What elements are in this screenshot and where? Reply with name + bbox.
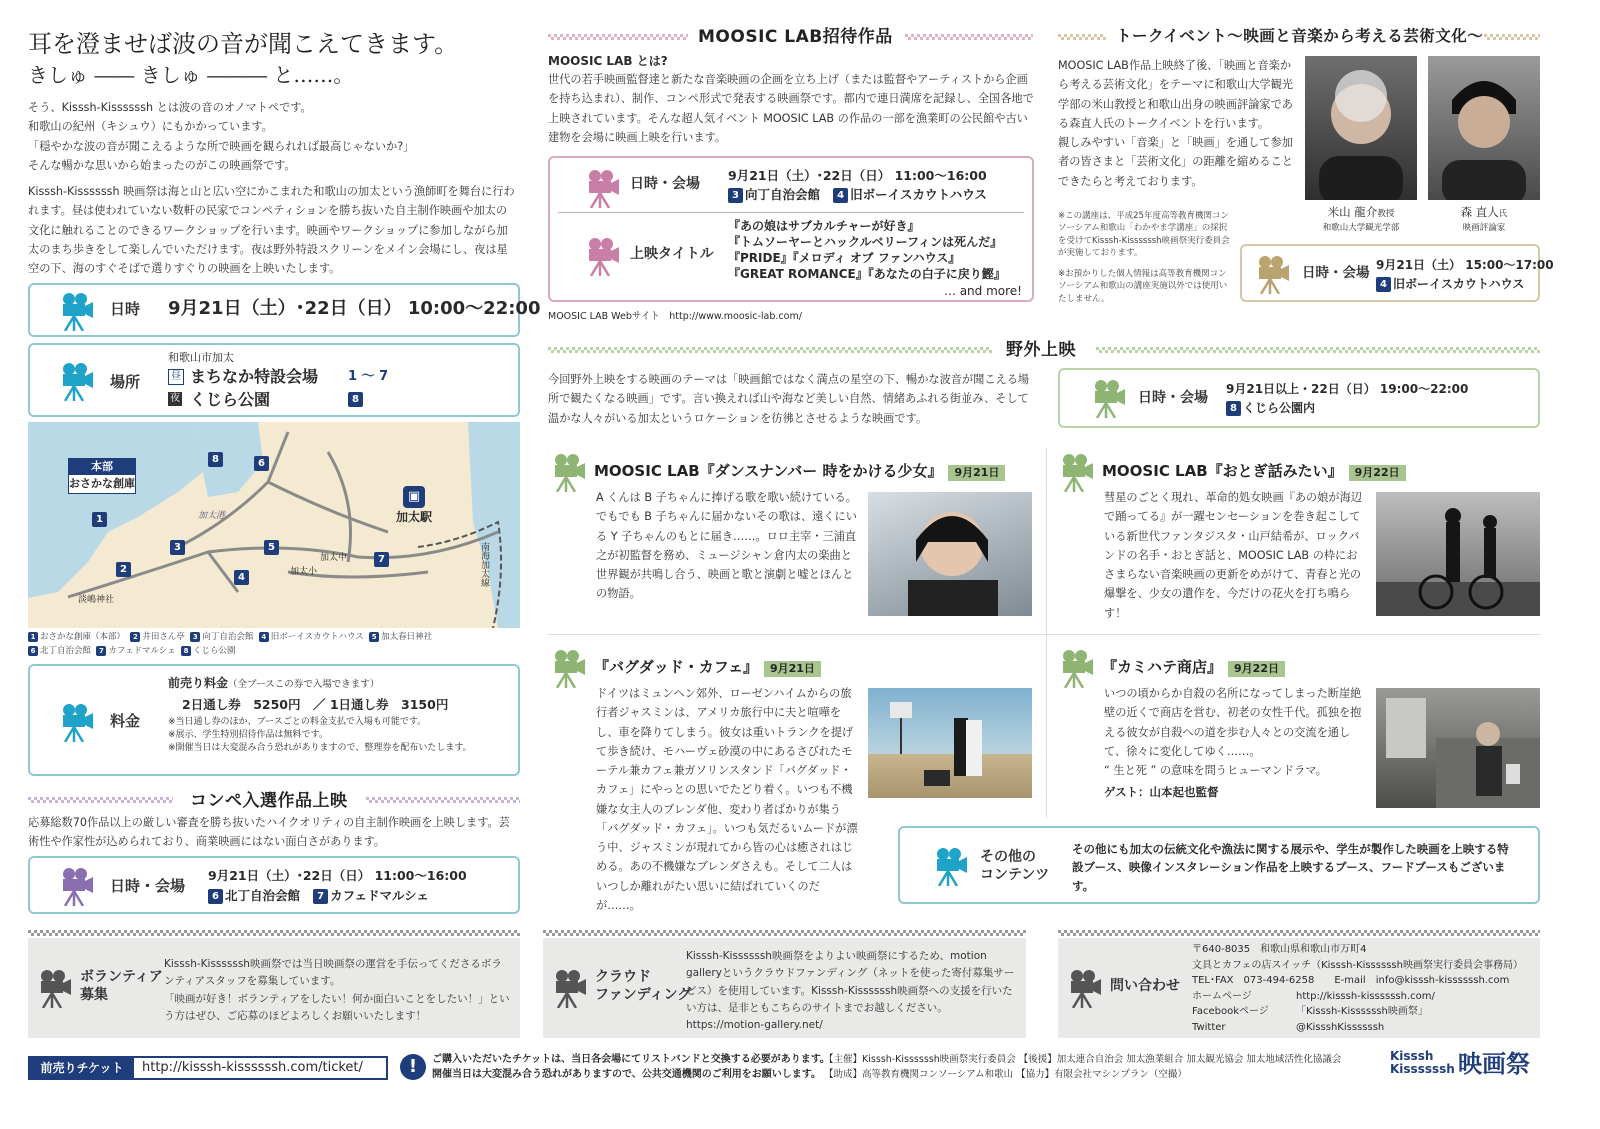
- film-4-title: 『カミハテ商店』: [1102, 658, 1223, 676]
- outdoor-divider-right: [1096, 347, 1540, 353]
- outdoor-date-label: 日時・会場: [1138, 390, 1208, 406]
- price-line: 2日通し券 5250円 ／ 1日通し券 3150円: [182, 696, 449, 712]
- movie-camera-icon: [552, 648, 586, 688]
- film-2-title: MOOSIC LAB『おとぎ話みたい』: [1102, 462, 1343, 480]
- map-legend: [28, 630, 528, 658]
- film-4-photo: [1376, 688, 1540, 808]
- intro-headline-1: 耳を澄ませば波の音が聞こえてきます。: [28, 30, 459, 58]
- venue-night-number: 8: [348, 392, 363, 407]
- film-still-icon: [868, 688, 1032, 798]
- venue-day-numbers: 1 〜 7: [348, 369, 389, 384]
- festival-logo: [1390, 1050, 1540, 1084]
- outdoor-heading: 野外上映: [1006, 340, 1076, 360]
- compe-heading: コンペ入選作品上映: [190, 791, 348, 811]
- crowd-label-1: クラウド: [595, 969, 651, 985]
- moosic-date-label: 日時・会場: [630, 176, 700, 192]
- compe-venue-2: カフェドマルシェ: [330, 888, 429, 903]
- moosic-venue-num-2: 4: [833, 188, 848, 203]
- moosic-venue-num-1: 3: [728, 188, 743, 203]
- talk-box: [1240, 244, 1554, 302]
- legend-item: 1 おさかな創庫（本部）: [28, 632, 125, 642]
- venue-box: [28, 343, 520, 417]
- price-note: ※展示、学生特別招待作品は無料です。: [168, 730, 328, 741]
- venue-night-name: くじら公園: [190, 390, 271, 409]
- legend-item: 6 北丁自治会館: [28, 646, 91, 656]
- film-still-icon: [868, 492, 1032, 616]
- moosic-divider-right: [905, 34, 1033, 40]
- venue-label: 場所: [110, 373, 141, 391]
- map-station-marker: [396, 486, 432, 527]
- legend-item: 8 くじら公園: [178, 646, 235, 656]
- intro-headline-2: きしゅ ―― きしゅ ――― と……。: [28, 63, 354, 87]
- contact-fb-label: Facebookページ: [1192, 1006, 1269, 1017]
- moosic-time: 9月21日（土）･22日（日） 11:00〜16:00: [728, 168, 987, 183]
- photo-yoneyama: [1305, 56, 1417, 200]
- moosic-divider-left: [548, 34, 688, 40]
- film-3-photo: [868, 688, 1032, 798]
- movie-camera-icon: [1060, 452, 1094, 492]
- person-2-name: 森 直人: [1460, 205, 1499, 219]
- film-4-guest: ゲスト：山本起也監督: [1104, 785, 1219, 799]
- map-shrine-label: 淡嶋神社: [78, 595, 115, 605]
- price-label: 料金: [110, 712, 141, 730]
- venue-day-name: まちなか特設会場: [190, 367, 319, 386]
- footer-notice-1: ご購入いただいたチケットは、当日各会場にてリストバンドと交換する必要があります。: [432, 1054, 830, 1065]
- contact-fb-link[interactable]: 「Kisssh-Kissssssh映画祭」: [1296, 1006, 1428, 1017]
- intro-paragraph-2: Kisssh-Kissssssh 映画祭は海と山と広い空にかこまれた和歌山の加太という漁師町を舞台に行われます。昼は使われていない数軒の民家でコンペティションを勝ち抜いた自主制作映画や加太の文化に触れることのできるワークショップを行います。映画やワークショップに参加しながら加太のまち歩きをして楽しんでいただけます。夜は野外特設スクリーンをメイン会場にし、夜は星空の下、海のすぐそばで選りすぐりの映画を上映いたします。: [28, 185, 515, 276]
- moosic-sub: MOOSIC LAB とは?: [548, 54, 668, 68]
- portrait-photo-icon: [1428, 56, 1540, 200]
- compe-venue-num-1: 6: [208, 889, 223, 904]
- person-2-suffix: 氏: [1498, 209, 1508, 219]
- outdoor-divider-left: [548, 347, 992, 353]
- legend-item: 3 向丁自治会館: [188, 632, 254, 642]
- movie-camera-icon: [60, 291, 94, 331]
- film-3-date: 9月21日: [764, 661, 821, 677]
- contact-box: [1058, 938, 1540, 1038]
- ticket-bar[interactable]: [28, 1056, 388, 1080]
- contact-hp-label: ホームページ: [1192, 990, 1252, 1002]
- crowd-box: [543, 938, 1026, 1038]
- outdoor-text: 今回野外上映をする映画のテーマは「映画館ではなく満点の星空の下、暢かな波音が聞こえる場所で観たくなる映画」です。言い換えれば山や海など美しい自然、情緒あふれる街並み、そして温かな人々がいる加太というロケーションを彷彿とさせるような映画です。: [548, 373, 1030, 425]
- person-1-suffix: 教授: [1377, 209, 1395, 219]
- crowd-label-2: ファンディング: [595, 987, 692, 1003]
- moosic-title-item: 『あの娘はサブカルチャーが好き』: [728, 219, 920, 233]
- contact-tw-label: Twitter: [1192, 1021, 1226, 1033]
- contact-top-border: [1058, 930, 1540, 936]
- footer-sponsor-1: 【主催】Kisssh-Kissssssh映画祭実行委員会 【後援】加太連合自治会 加太漁業組合 加太観光協会 加太地域活性化協議会: [824, 1054, 1342, 1065]
- footer-sponsor-2: 【助成】高等教育機関コンソーシアム和歌山 【協力】有限会社マシンプラン（空撮）: [824, 1069, 1187, 1080]
- compe-date-label: 日時・会場: [110, 877, 186, 895]
- map-hq-marker: [68, 458, 136, 494]
- map-hq-label-1: 本部: [69, 459, 135, 475]
- contact-label: 問い合わせ: [1110, 978, 1180, 994]
- volunteer-text: Kisssh-Kissssssh映画祭では当日映画祭の運営を手伝ってくださるボランティアスタッフを募集しています。 「映画が好き！ボランティアをしたい！何か面白いことをしたい！」という方はぜひ、ご応募のほどよろしくお願いいたします！: [164, 958, 510, 1022]
- intro-paragraph-1: そう、Kisssh-Kissssssh とは波の音のオノマトペです。 和歌山の紀州（キシュウ）にもかかっています。 「穏やかな波の音が聞こえるような所で映画を観られれば最高じゃないか?」 そんな暢かな思いから始まったのがこの映画祭です。: [28, 101, 415, 172]
- schedule-value: 9月21日（土）･22日（日） 10:00〜22:00: [168, 298, 541, 319]
- movie-camera-icon: [1060, 648, 1094, 688]
- map-port-label: 加太港: [198, 511, 226, 521]
- contact-address-1: 〒640-8035 和歌山県和歌山市万町4: [1192, 944, 1367, 955]
- film-grid-horizontal: [548, 634, 1540, 635]
- contact-tw-link[interactable]: @KissshKissssssh: [1296, 1021, 1385, 1033]
- map-pin-6: 6: [254, 456, 269, 471]
- others-box: [898, 826, 1540, 904]
- moosic-box-divider: [558, 212, 1024, 213]
- compe-venue-1: 北丁自治会館: [225, 888, 301, 903]
- moosic-venue-1: 向丁自治会館: [745, 187, 821, 202]
- movie-camera-icon: [1256, 254, 1290, 294]
- compe-text: 応募総数70作品以上の厳しい審査を勝ち抜いたハイクオリティの自主制作映画を上映します。芸術性や作家性が込められており、商業映画にはない面白さがあります。: [28, 816, 510, 849]
- map-hq-label-2: おさかな創庫: [69, 477, 135, 490]
- person-1-name: 米山 龍介: [1327, 205, 1378, 219]
- map-pin-1: 1: [92, 512, 107, 527]
- talk-text: MOOSIC LAB作品上映終了後、「映画と音楽から考える芸術文化」をテーマに和歌山大学観光学部の米山教授と和歌山出身の映画評論家である森直人氏のトークイベントを行います。 親しみやすい「音楽」と「映画」を通して参加者の皆さまと「芸術文化」の距離を縮めることできたらと考えております。: [1058, 59, 1293, 188]
- outdoor-venue: くじら公園内: [1243, 401, 1316, 415]
- film-1-date: 9月21日: [948, 465, 1005, 481]
- legend-item: 4 旧ボーイスカウトハウス: [256, 632, 364, 642]
- footer-notice-2: 開催当日は大変混み合う恐れがありますので、公共交通機関のご利用をお願いします。: [432, 1069, 821, 1080]
- ticket-label: 前売りチケット: [30, 1058, 134, 1078]
- venue-area: 和歌山市加太: [168, 351, 234, 364]
- talk-venue-num: 4: [1376, 277, 1391, 292]
- photo-mori: [1428, 56, 1540, 200]
- moosic-box: [548, 156, 1034, 302]
- crowd-top-border: [543, 930, 1026, 936]
- movie-camera-icon: [1068, 968, 1102, 1008]
- moosic-venue-2: 旧ボーイスカウトハウス: [850, 187, 987, 202]
- film-2-text: 彗星のごとく現れ、革命的処女映画『あの娘が海辺で踊ってる』が一躍センセーションを巻き起こしている新世代ファンタジスタ・山戸結希が、ロックバンドの名手・おとぎ話と、MOOSIC LAB の枠におさまらない音楽映画の更新をめがけて、青春と光の爆撃を、少女の遺作を、今だけの花火を打ち鳴らす！: [1104, 491, 1362, 620]
- compe-venue-num-2: 7: [313, 889, 328, 904]
- movie-camera-icon: [552, 452, 586, 492]
- volunteer-label-2: 募集: [80, 987, 108, 1003]
- movie-camera-icon: [586, 168, 620, 208]
- others-label-2: コンテンツ: [980, 867, 1050, 883]
- map-pin-3: 3: [170, 540, 185, 555]
- venue-day-tag: 昼: [168, 369, 184, 385]
- price-note: ※当日通し券のほか、ブースごとの料金支払で入場も可能です。: [168, 717, 427, 728]
- film-still-icon: [1376, 688, 1540, 808]
- movie-camera-icon: [934, 846, 968, 886]
- film-1-text: A くんは B 子ちゃんに捧げる歌を歌い続けている。でもでも B 子ちゃんに届かないその歌は、遠くにいる Y 子ちゃんのもとに届き……。ロロ主宰・三浦直之が初監督を務め、ミュージシャン倉内太の楽曲と世界観が共鳴し合う、映画と歌と演劇と嘘とほんとの物語。: [596, 491, 857, 601]
- moosic-titles-label: 上映タイトル: [630, 246, 714, 262]
- contact-hp-link[interactable]: http://kisssh-kissssssh.com/: [1296, 990, 1435, 1002]
- others-label-1: その他の: [980, 849, 1036, 865]
- ticket-url[interactable]: http://kisssh-kissssssh.com/ticket/: [142, 1060, 363, 1075]
- outdoor-time: 9月21日以上・22日（日） 19:00〜22:00: [1226, 382, 1469, 396]
- film-2-date: 9月22日: [1349, 465, 1406, 481]
- map-pin-4: 4: [234, 570, 249, 585]
- moosic-title-item: 『PRIDE』『メロディ オブ ファンハウス』: [728, 251, 961, 265]
- schedule-box: [28, 283, 541, 337]
- venue-night-tag: 夜: [170, 393, 180, 404]
- map-school-2: 加太小: [290, 567, 318, 577]
- moosic-web[interactable]: MOOSIC LAB Webサイト http://www.moosic-lab.com/: [548, 311, 802, 322]
- portrait-photo-icon: [1305, 56, 1417, 200]
- contact-address-2: 文具とカフェの店スイッチ（Kisssh-Kissssssh映画祭実行委員会事務局）: [1192, 959, 1523, 971]
- price-title: 前売り料金: [168, 676, 229, 690]
- film-1-photo: [868, 492, 1032, 616]
- film-4-text: いつの頃からか自殺の名所になってしまった断崖絶壁の近くで商店を営む、初老の女性千代。孤独を抱える彼女が自殺への道を歩む人々との交流を通して、徐々に変化してゆく……。 “ 生と死 ” の意味を問うヒューマンドラマ。: [1104, 687, 1362, 778]
- map-pin-5: 5: [264, 540, 279, 555]
- legend-item: 7 カフェドマルシェ: [94, 646, 176, 656]
- outdoor-box: [1058, 368, 1540, 428]
- price-box: [28, 664, 520, 776]
- movie-camera-icon: [38, 968, 72, 1008]
- talk-time: 9月21日（土） 15:00〜17:00: [1376, 258, 1554, 272]
- volunteer-label-1: ボランティア: [80, 969, 163, 985]
- talk-date-label: 日時・会場: [1302, 265, 1370, 281]
- contact-tel-email: TEL･FAX 073-494-6258 E-mail info@kisssh-kissssssh.com: [1192, 975, 1510, 986]
- moosic-text: 世代の若手映画監督達と新たな音楽映画の企画を立ち上げ（または監督やアーティストから企画を持ち込まれ）、制作、コンペ形式で発表する映画祭です。都内で連日満席を記録し、全国各地で上映されています。そんな超人気イベント MOOSIC LAB の作品の一部を漁業町の公民館や古い建物を会場に映画上映を行います。: [548, 73, 1034, 144]
- train-icon: ▣: [403, 486, 425, 508]
- volunteer-top-border: [28, 930, 520, 936]
- talk-venue: 旧ボーイスカウトハウス: [1393, 277, 1525, 291]
- logo-text-3: 映画祭: [1458, 1050, 1530, 1078]
- person-1-org: 和歌山大学観光学部: [1322, 222, 1400, 233]
- film-4-date: 9月22日: [1228, 661, 1285, 677]
- talk-heading: トークイベント〜映画と音楽から考える芸術文化〜: [1116, 27, 1484, 45]
- volunteer-box: [28, 938, 520, 1038]
- movie-camera-icon: [586, 236, 620, 276]
- moosic-title-item: 『トムソーヤーとハックルベリーフィンは死んだ』: [728, 235, 1003, 249]
- film-3-title: 『バグダッド・カフェ』: [594, 658, 758, 676]
- talk-note-1: ※この講座は、平成25年度高等教育機関コンソーシアム和歌山「わかやま学講座」の採択を受けてKisssh-Kissssssh映画祭実行委員会が実施しております。: [1058, 211, 1230, 258]
- price-note: ※開催当日は大変混み合う恐れがありますので、整理券を配布いたします。: [168, 743, 472, 754]
- warning-icon: !: [400, 1054, 426, 1080]
- map-pin-2: 2: [116, 562, 131, 577]
- movie-camera-icon: [1092, 378, 1126, 418]
- map-school-1: 加太中: [320, 553, 348, 563]
- legend-item: 5 加太春日神社: [366, 632, 432, 642]
- moosic-title-item: 『GREAT ROMANCE』『あなたの白子に戻り鰹』: [728, 267, 1006, 281]
- map-pin-8: 8: [208, 452, 223, 467]
- compe-divider-left: [28, 797, 173, 803]
- moosic-heading: MOOSIC LAB招待作品: [698, 27, 893, 47]
- film-2-photo: [1376, 492, 1540, 616]
- film-grid-vertical: [1046, 448, 1047, 818]
- talk-divider-left: [1058, 34, 1106, 40]
- person-2-org: 映画評論家: [1462, 222, 1506, 233]
- logo-text-1: Kisssh: [1390, 1049, 1434, 1063]
- movie-camera-icon: [60, 702, 94, 742]
- movie-camera-icon: [60, 361, 94, 401]
- movie-camera-icon: [60, 866, 94, 906]
- moosic-and-more: … and more!: [943, 284, 1022, 298]
- legend-item: 2 井田さん亭: [128, 632, 185, 642]
- map-pin-7: 7: [374, 552, 389, 567]
- map: [28, 422, 520, 628]
- talk-divider-right: [1484, 34, 1540, 40]
- film-3-text: ドイツはミュンヘン郊外、ローゼンハイムからの旅行者ジャスミンは、アメリカ旅行中に夫と喧嘩をし、車を降りてしまう。彼女は重いトランクを提げて歩き続け、モハーヴェ砂漠の中にあるさびれたモーテル兼カフェ兼ガソリンスタンド「バグダッド・カフェ」にやっとの思いでたどり着く。いつも不機嫌な女主人のブレンダ他、変わり者ばかりが集う「バグダッド・カフェ」。いつも気だるいムードが漂う中、ジャスミンが現れてから皆の心は癒されはじめる。あの不機嫌なブレンダさえも。そして二人はいつしか離れがたい思いに結ばれていくのだが……。: [596, 687, 858, 912]
- compe-time: 9月21日（土）･22日（日） 11:00〜16:00: [208, 868, 467, 883]
- map-station-label: 加太駅: [396, 510, 433, 524]
- crowd-text: Kisssh-Kissssssh映画祭をよりよい映画祭にするため、motion galleryというクラウドファンディング（ネットを使った寄付募集サービス）を使用しています。Kisssh-Kissssssh映画祭への支援を行いたい方は、是非ともこちらのサイトまでお越しください。 https://motion-gallery.net/: [686, 950, 1015, 1032]
- film-still-icon: [1376, 492, 1540, 616]
- talk-note-2: ※お預かりした個人情報は高等教育機関コンソーシアム和歌山の講座実施以外では使用いたしません。: [1058, 269, 1228, 304]
- outdoor-venue-num: 8: [1226, 401, 1241, 416]
- map-railway-label: 南海加太線: [478, 542, 489, 587]
- compe-divider-right: [366, 797, 520, 803]
- compe-box: [28, 856, 520, 914]
- logo-text-2: Kissssssh: [1390, 1062, 1455, 1076]
- schedule-label: 日時: [110, 300, 141, 318]
- price-title-note: （全ブースこの券で入場できます）: [228, 679, 380, 690]
- movie-camera-icon: [553, 968, 587, 1008]
- others-text: その他にも加太の伝統文化や漁法に関する展示や、学生が製作した映画を上映する特設ブース、映像インスタレーション作品を上映するブース、フードブースもございます。: [1072, 842, 1509, 893]
- film-1-title: MOOSIC LAB『ダンスナンバー 時をかける少女』: [594, 462, 943, 480]
